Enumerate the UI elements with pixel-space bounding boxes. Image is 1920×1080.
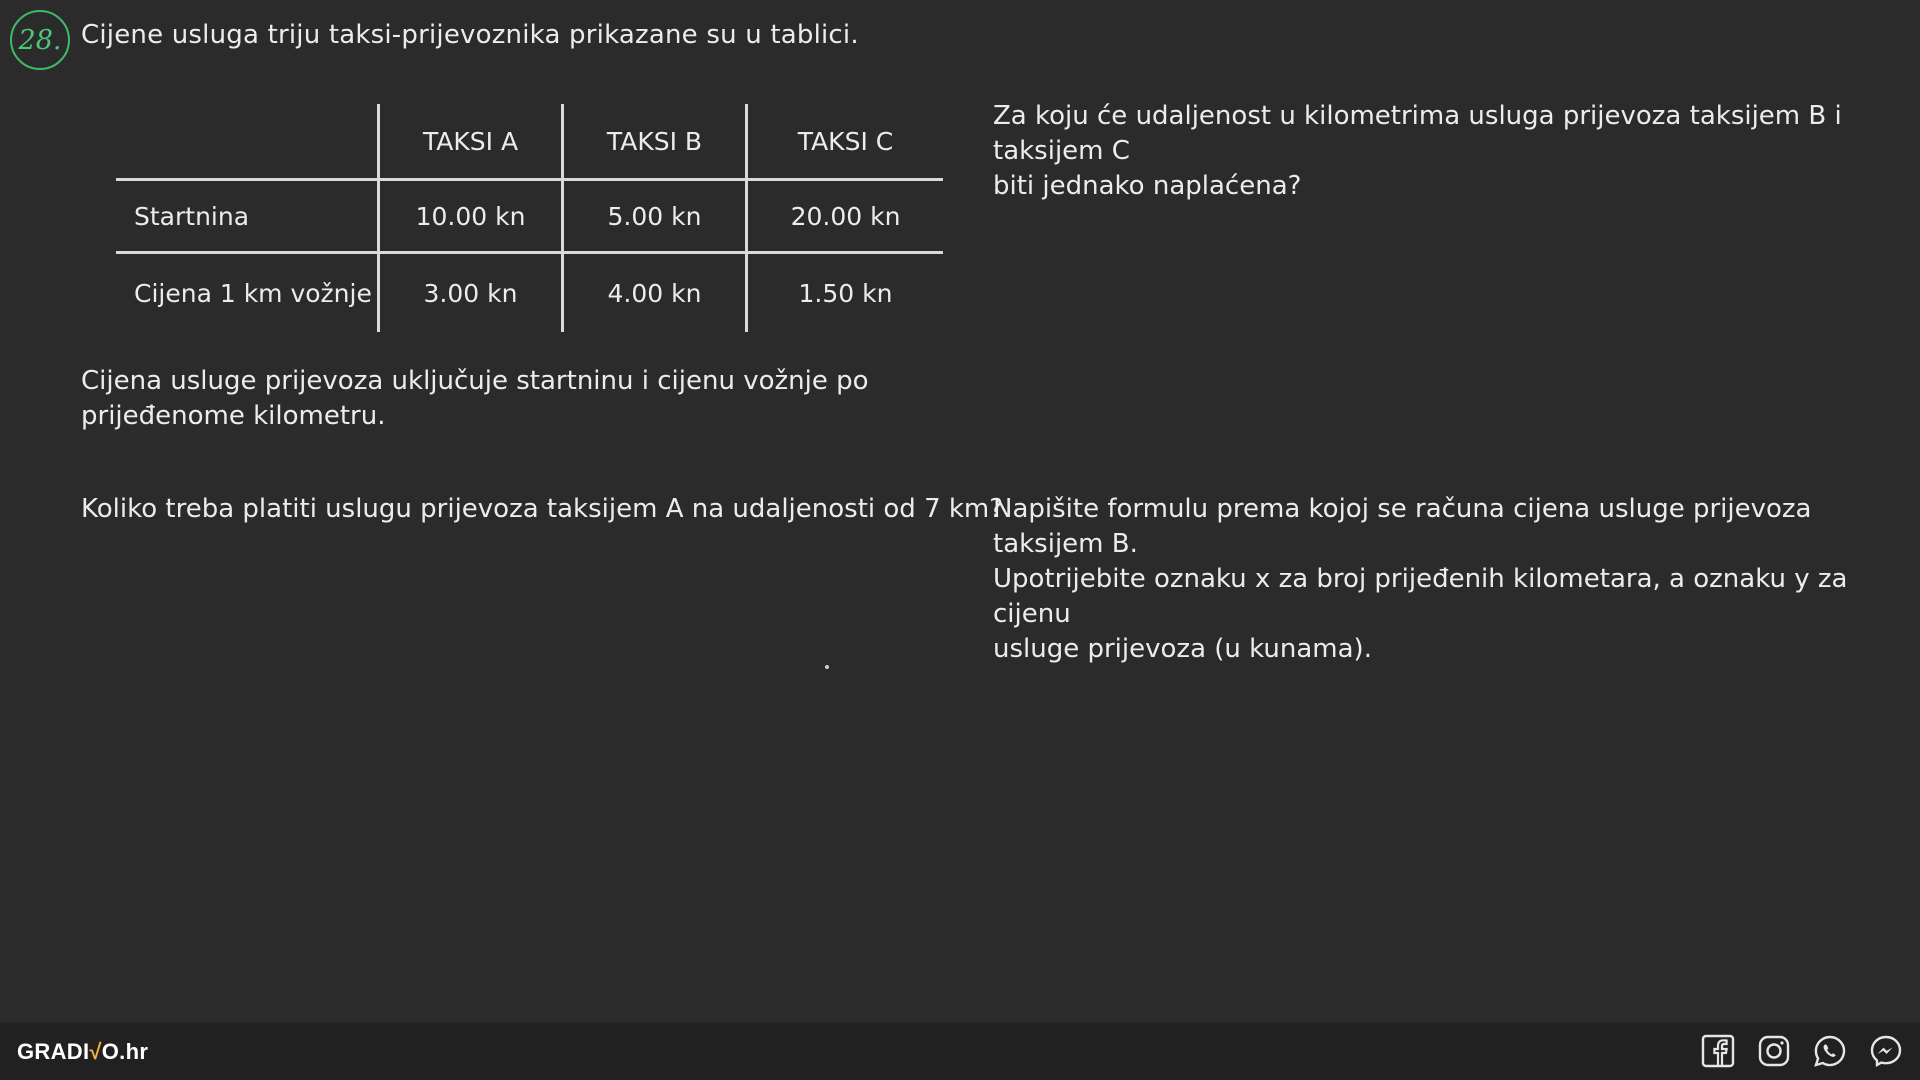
question-line: Napišite formulu prema kojoj se računa cijena usluge prijevoza taksijem B. (993, 494, 1812, 559)
logo-text: GRADI (17, 1039, 90, 1064)
table-cell: 20.00 kn (790, 201, 901, 231)
social-links (1700, 1033, 1904, 1069)
table-cell: 3.00 kn (423, 278, 518, 308)
pointer-dot (825, 665, 829, 669)
question-taksi-a: Koliko treba platiti uslugu prijevoza taksijem A na udaljenosti od 7 km? (81, 494, 1004, 524)
facebook-icon[interactable] (1700, 1033, 1736, 1069)
pricing-note (81, 364, 869, 434)
whatsapp-icon[interactable] (1812, 1033, 1848, 1069)
table-cell: 10.00 kn (415, 201, 526, 231)
question-line: usluge prijevoza (u kunama). (993, 634, 1372, 664)
problem-number-badge (10, 10, 70, 70)
footer-bar (0, 1022, 1920, 1080)
instagram-icon[interactable] (1756, 1033, 1792, 1069)
table-row-label-cijena: Cijena 1 km vožnje (134, 278, 372, 308)
pricing-note-line: Cijena usluge prijevoza uključuje startninu i cijenu vožnje po (81, 366, 869, 396)
question-equal-price (993, 99, 1920, 204)
table-header-taksi-c: TAKSI C (797, 126, 894, 156)
table-cell: 1.50 kn (798, 278, 893, 308)
messenger-icon[interactable] (1868, 1033, 1904, 1069)
question-line: Za koju će udaljenost u kilometrima usluga prijevoza taksijem B i taksijem C (993, 101, 1842, 166)
question-line: Upotrijebite oznaku x za broj prijeđenih kilometara, a oznaku y za cijenu (993, 564, 1848, 629)
question-formula-b (993, 492, 1920, 667)
problem-intro: Cijene usluga triju taksi-prijevoznika prikazane su u tablici. (81, 20, 859, 50)
table-cell: 4.00 kn (607, 278, 702, 308)
logo-text: O.hr (101, 1039, 149, 1064)
table-row-label-startnina: Startnina (134, 201, 250, 231)
pricing-note-line: prijeđenome kilometru. (81, 401, 386, 431)
logo-accent: √ (89, 1039, 102, 1064)
question-line: biti jednako naplaćena? (993, 171, 1302, 201)
problem-number: 28. (18, 24, 62, 56)
table-header-taksi-b: TAKSI B (606, 126, 703, 156)
table-header-taksi-a: TAKSI A (422, 126, 519, 156)
table-cell: 5.00 kn (607, 201, 702, 231)
gradivo-logo[interactable] (17, 1039, 148, 1065)
taxi-price-table (116, 104, 943, 332)
